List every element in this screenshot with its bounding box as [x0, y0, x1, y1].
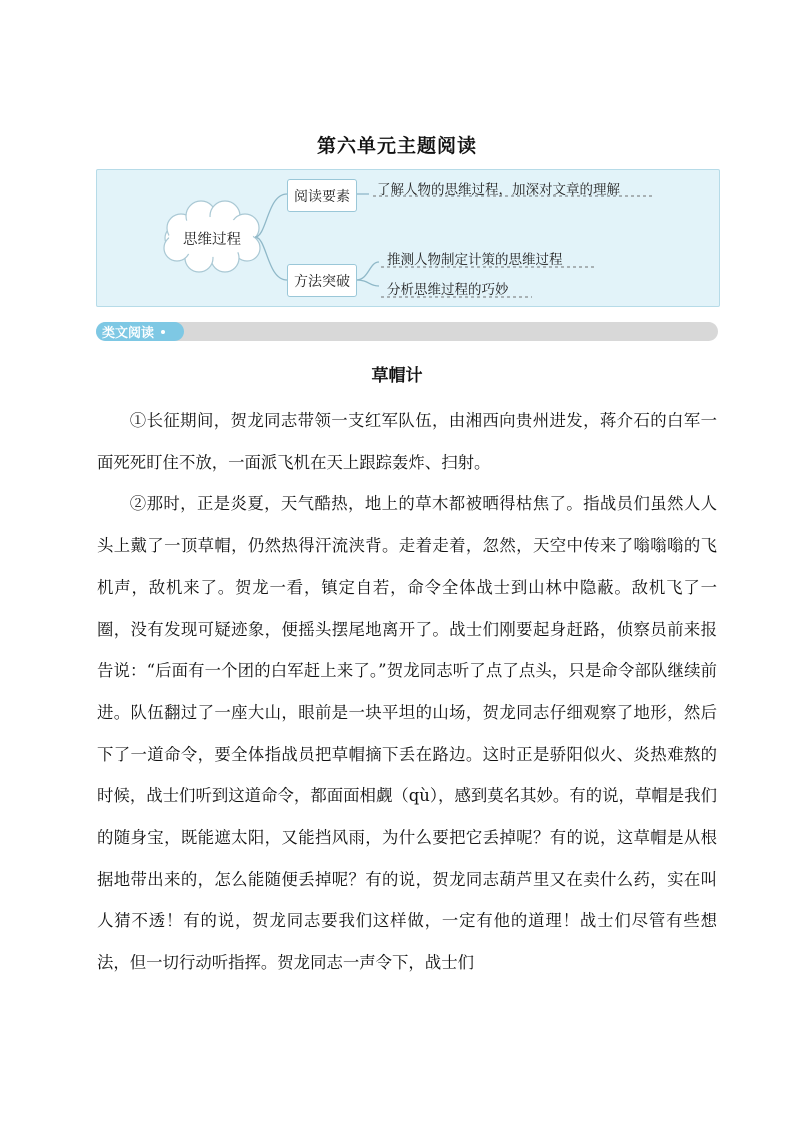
- bullet-icon: [161, 330, 165, 334]
- branch-item: 了解人物的思维过程，加深对文章的理解: [377, 182, 620, 198]
- section-header: [96, 322, 718, 341]
- section-label-pill: [96, 322, 184, 341]
- branch-reading-elements: 阅读要素: [287, 179, 357, 212]
- branch-method-breakthrough: 方法突破: [287, 264, 357, 297]
- article-body: [97, 400, 717, 984]
- paragraph: ②那时，正是炎夏，天气酷热，地上的草木都被晒得枯焦了。指战员们虽然人人头上戴了一顶草帽，仍然热得汗流浃背。走着走着，忽然，天空中传来了嗡嗡嗡的飞机声，敌机来了。贺龙一看，镇定自若，命令全体战士到山林中隐蔽。敌机飞了一圈，没有发现可疑迹象，便摇头摆尾地离开了。战士们刚要起身赶路，侦察员前来报告说：“后面有一个团的白军赶上来了。”贺龙同志听了点了点头，只是命令部队继续前进。队伍翻过了一座大山，眼前是一块平坦的山场，贺龙同志仔细观察了地形，然后下了一道命令，要全体指战员把草帽摘下丢在路边。这时正是骄阳似火、炎热难熬的时候，战士们听到这道命令，都面面相觑（qù），感到莫名其妙。有的说，草帽是我们的随身宝，既能遮太阳，又能挡风雨，为什么要把它丢掉呢？有的说，这草帽是从根据地带出来的，怎么能随便丢掉呢？有的说，贺龙同志葫芦里又在卖什么药，实在叫人猜不透！有的说，贺龙同志要我们这样做，一定有他的道理！战士们尽管有些想法，但一切行动听指挥。贺龙同志一声令下，战士们: [97, 494, 717, 973]
- page-title: 第六单元主题阅读: [316, 135, 477, 157]
- branch-item: 分析思维过程的巧妙: [387, 282, 509, 298]
- mind-map: [96, 169, 720, 307]
- paragraph: ①长征期间，贺龙同志带领一支红军队伍，由湘西向贵州进发，蒋介石的白军一面死死盯住不放，一面派飞机在天上跟踪轰炸、扫射。: [97, 411, 717, 472]
- section-label: 类文阅读: [102, 326, 155, 341]
- branch-item: 推测人物制定计策的思维过程: [387, 252, 563, 268]
- mind-map-center: 思维过程: [183, 232, 241, 248]
- section-track: [96, 322, 718, 341]
- article-title: 草帽计: [371, 366, 423, 386]
